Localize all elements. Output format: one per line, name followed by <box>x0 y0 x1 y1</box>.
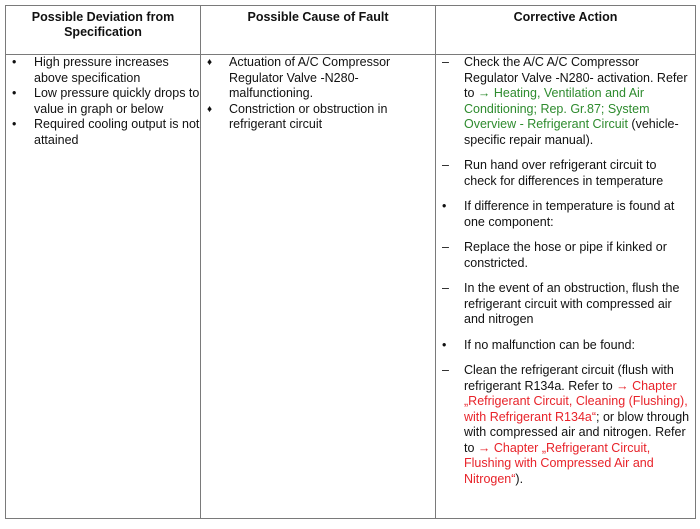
dash-icon: – <box>442 158 449 172</box>
deviation-cell <box>6 55 201 519</box>
list-item: – In the event of an obstruction, flush the refrigerant circuit with compressed air and nitrogen <box>442 281 680 326</box>
list-item: • Low pressure quickly drops to value in graph or below <box>12 86 200 116</box>
list-item: – Check the A/C A/C Compressor Regulator Valve -N280- activation. Refer to → Heating, Ventilation and Air Conditioning; Rep. Gr.87; System Overview - Refrigerant Circuit (vehicle-specific repair manual). <box>442 55 688 147</box>
list-item: – Run hand over refrigerant circuit to check for differences in temperature <box>442 158 664 188</box>
list-item: • High pressure increases above specification <box>12 55 169 85</box>
fault-table <box>5 5 696 519</box>
list-item: ♦ Constriction or obstruction in refrigerant circuit <box>207 101 388 131</box>
list-item: – Clean the refrigerant circuit (flush with refrigerant R134a. Refer to → Chapter „Refrigerant Circuit, Cleaning (Flushing), with Refrigerant R134a“; or blow through with compressed air and nitrogen. Refer to → Chapter „Refrigerant Circuit, Flushing with Compressed Air and Nitrogen“). <box>442 363 690 486</box>
diamond-icon: ♦ <box>207 103 213 115</box>
dash-icon: – <box>442 363 449 377</box>
cause-cell <box>201 55 436 519</box>
bullet-icon: • <box>12 86 17 100</box>
cause-list <box>201 55 435 133</box>
header-action: Corrective Action <box>436 6 696 55</box>
action-cell <box>436 55 696 519</box>
header-row <box>6 6 696 55</box>
header-cause: Possible Cause of Fault <box>201 6 436 55</box>
list-item: • If no malfunction can be found: <box>442 337 635 352</box>
link-refrigerant-cleaning[interactable]: → Chapter „Refrigerant Circuit, Cleaning (Flushing), with Refrigerant R134a“ <box>464 378 688 424</box>
diamond-icon: ♦ <box>207 57 213 68</box>
list-item: ♦ Actuation of A/C Compressor Regulator Valve -N280- malfunctioning. <box>207 55 391 100</box>
link-refrigerant-flushing[interactable]: → Chapter „Refrigerant Circuit, Flushing with Compressed Air and Nitrogen“ <box>464 440 654 486</box>
bullet-icon: • <box>12 117 17 131</box>
list-item: • If difference in temperature is found at one component: <box>442 199 675 229</box>
bullet-icon: • <box>442 337 447 352</box>
link-hvac-system-overview[interactable]: → Heating, Ventilation and Air Conditioning; Rep. Gr.87; System Overview - Refrigerant Circuit <box>464 86 650 131</box>
header-deviation: Possible Deviation from Specification <box>6 6 201 55</box>
dash-icon: – <box>442 55 449 69</box>
list-item: • Required cooling output is not attained <box>12 117 200 147</box>
action-list <box>436 55 695 487</box>
list-item: – Replace the hose or pipe if kinked or constricted. <box>442 240 667 270</box>
bullet-icon: • <box>12 55 17 69</box>
body-row <box>6 55 696 519</box>
deviation-list <box>6 55 200 148</box>
dash-icon: – <box>442 281 449 295</box>
bullet-icon: • <box>442 199 447 213</box>
dash-icon: – <box>442 240 449 254</box>
